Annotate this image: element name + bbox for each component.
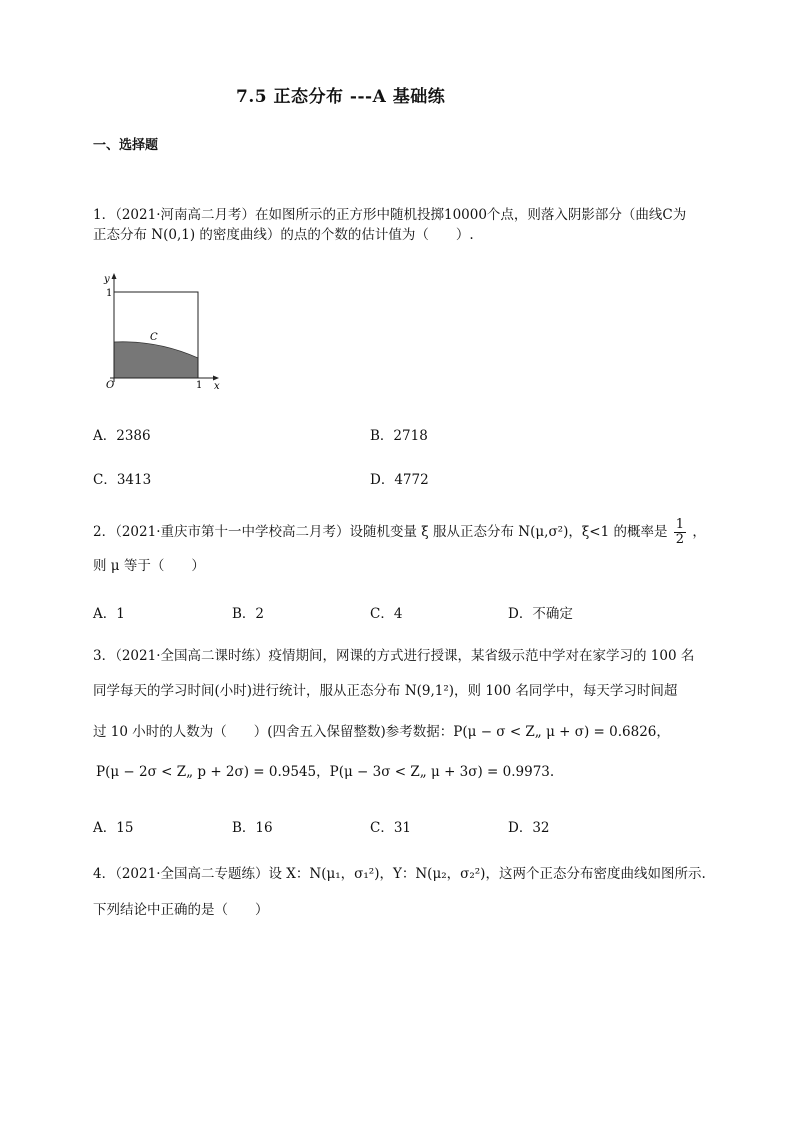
q1-option-b[interactable]: B．2718 [370,428,428,444]
q1-option-c[interactable]: C．3413 [93,472,152,488]
q3-stem-line2: 同学每天的学习时间(小时)进行统计，服从正态分布 N(9,1²)，则 100 名同学中，每天学习时间超 [93,683,678,699]
x-tick-one: 1 [196,380,203,390]
q4-stem-line1: 4．（2021·全国高二专题练）设 X：N(μ₁，σ₁²)，Y：N(μ₂，σ₂²)，这两个正态分布密度曲线如图所示. [93,866,706,882]
q2-stem-end: ， [692,524,706,540]
q1-option-d[interactable]: D．4772 [370,472,429,488]
q2-option-b[interactable]: B．2 [232,606,265,622]
origin-label: O [106,380,115,390]
q2-option-a[interactable]: A．1 [93,606,125,622]
q1-stem-line1: 1．（2021·河南高二月考）在如图所示的正方形中随机投掷10000个点，则落入阴影部分（曲线C为 [93,207,687,223]
q3-option-c[interactable]: C．31 [370,820,412,836]
q2-option-d[interactable]: D．不确定 [508,606,573,622]
y-tick-one: 1 [106,288,113,299]
q2-stem-line1 [93,518,706,547]
y-axis-label: y [104,274,110,285]
q1-option-a[interactable]: A．2386 [93,428,151,444]
q3-stem-line4: P(μ − 2σ < Z„ p + 2σ) = 0.9545，P(μ − 3σ < Z„ μ + 3σ) = 0.9973. [96,764,555,780]
q1-figure [98,270,228,390]
q3-option-d[interactable]: D．32 [508,820,550,836]
q3-option-a[interactable]: A．15 [93,820,134,836]
q4-stem-line2: 下列结论中正确的是（ ） [93,902,269,918]
q2-stem-text: 2．（2021·重庆市第十一中学校高二月考）设随机变量 ξ 服从正态分布 N(μ,σ²)，ξ<1 的概率是 [93,524,668,540]
x-axis-label: x [214,381,220,390]
section-heading: 一、选择题 [93,138,159,153]
page-title: 7.5 正态分布 ---A 基础练 [236,87,446,107]
q2-fraction [674,518,686,547]
q2-fraction-numerator: 1 [675,517,685,532]
q2-option-c[interactable]: C．4 [370,606,403,622]
shaded-area [114,342,198,378]
q2-stem-line2: 则 μ 等于（ ） [93,558,205,574]
q3-stem-line3: 过 10 小时的人数为（ ）(四舍五入保留整数)参考数据：P(μ − σ < Z„ μ + σ) = 0.6826， [93,724,670,740]
curve-label: C [150,332,158,343]
y-axis-arrow [112,273,117,279]
q2-fraction-denominator: 2 [675,532,685,547]
q3-stem-line1: 3．（2021·全国高二课时练）疫情期间，网课的方式进行授课，某省级示范中学对在家学习的 100 名 [93,648,695,664]
q3-option-b[interactable]: B．16 [232,820,273,836]
x-axis-arrow [213,376,219,381]
q1-stem-line2-text: 正态分布 N(0,1) 的密度曲线）的点的个数的估计值为（ ）. [93,227,474,243]
